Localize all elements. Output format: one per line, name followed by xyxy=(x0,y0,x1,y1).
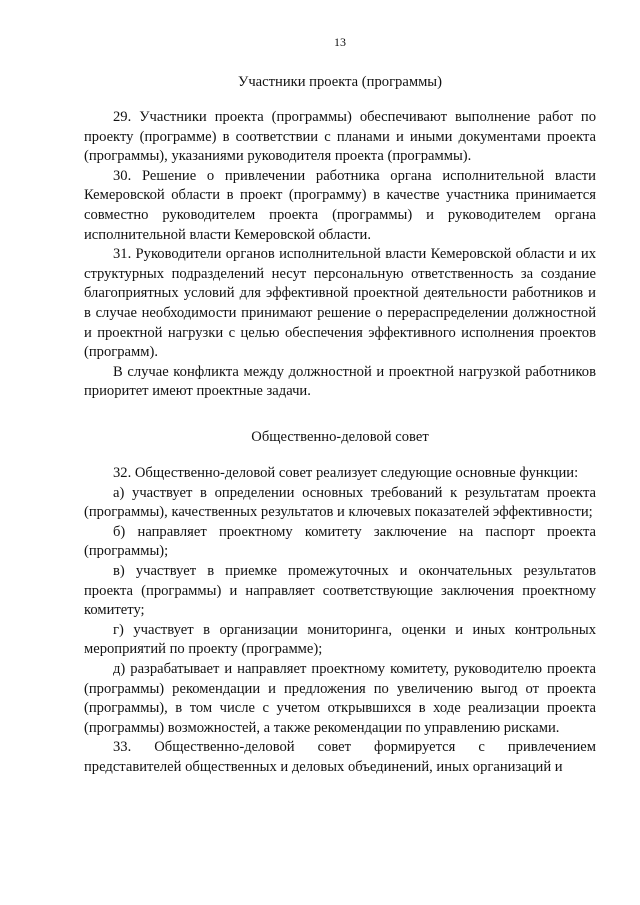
paragraph-32: 32. Общественно-деловой совет реализует следующие основные функции: xyxy=(113,465,579,481)
section-body-council xyxy=(84,464,596,778)
paragraph-conflict: В случае конфликта между должностной и проектной нагрузкой работников приоритет имеют проектные задачи. xyxy=(84,363,596,400)
section-heading-participants: Участники проекта (программы) xyxy=(238,74,442,90)
paragraph-33: 33. Общественно-деловой совет формируется с привлечением представителей общественных и деловых объединений, иных организаций и xyxy=(84,739,596,775)
paragraph-32-b: б) направляет проектному комитету заключение на паспорт проекта (программы); xyxy=(84,523,596,560)
paragraph-31: 31. Руководители органов исполнительной власти Кемеровской области и их структурных подразделений несут персональную ответственность за создание благоприятных условий для эффективной проектной деятельности работников и в случае необходимости принимают решение о перераспределении должностной и проектной нагрузки с целью обеспечения эффективного исполнения проектов (программ). xyxy=(84,246,596,361)
paragraph-32-g: г) участвует в организации мониторинга, оценки и иных контрольных мероприятий по проекту (программе); xyxy=(84,621,596,658)
section-heading-council: Общественно-деловой совет xyxy=(251,429,429,445)
paragraph-30: 30. Решение о привлечении работника органа исполнительной власти Кемеровской области в проект (программу) в качестве участника принимается совместно руководителем проекта (программы) и руководителем органа исполнительной власти Кемеровской области. xyxy=(84,167,596,243)
paragraph-32-d: д) разрабатывает и направляет проектному комитету, руководителю проекта (программы) рекомендации и предложения по увеличению выгод от проекта (программы), в том числе с учетом открывшихся в ходе реализации проекта (программы) возможностей, а также рекомендации по управлению рисками. xyxy=(84,660,596,736)
page-number: 13 xyxy=(334,35,346,49)
paragraph-32-a: а) участвует в определении основных требований к результатам проекта (программы), качественных результатов и ключевых показателей эффективности; xyxy=(84,484,596,521)
paragraph-32-v: в) участвует в приемке промежуточных и окончательных результатов проекта (программы) и направляет соответствующие заключения проектному комитету; xyxy=(84,562,596,619)
paragraph-29: 29. Участники проекта (программы) обеспечивают выполнение работ по проекту (программе) в соответствии с планами и иными документами проекта (программы), указаниями руководителя проекта (программы). xyxy=(84,109,596,165)
section-body-participants xyxy=(84,108,596,402)
